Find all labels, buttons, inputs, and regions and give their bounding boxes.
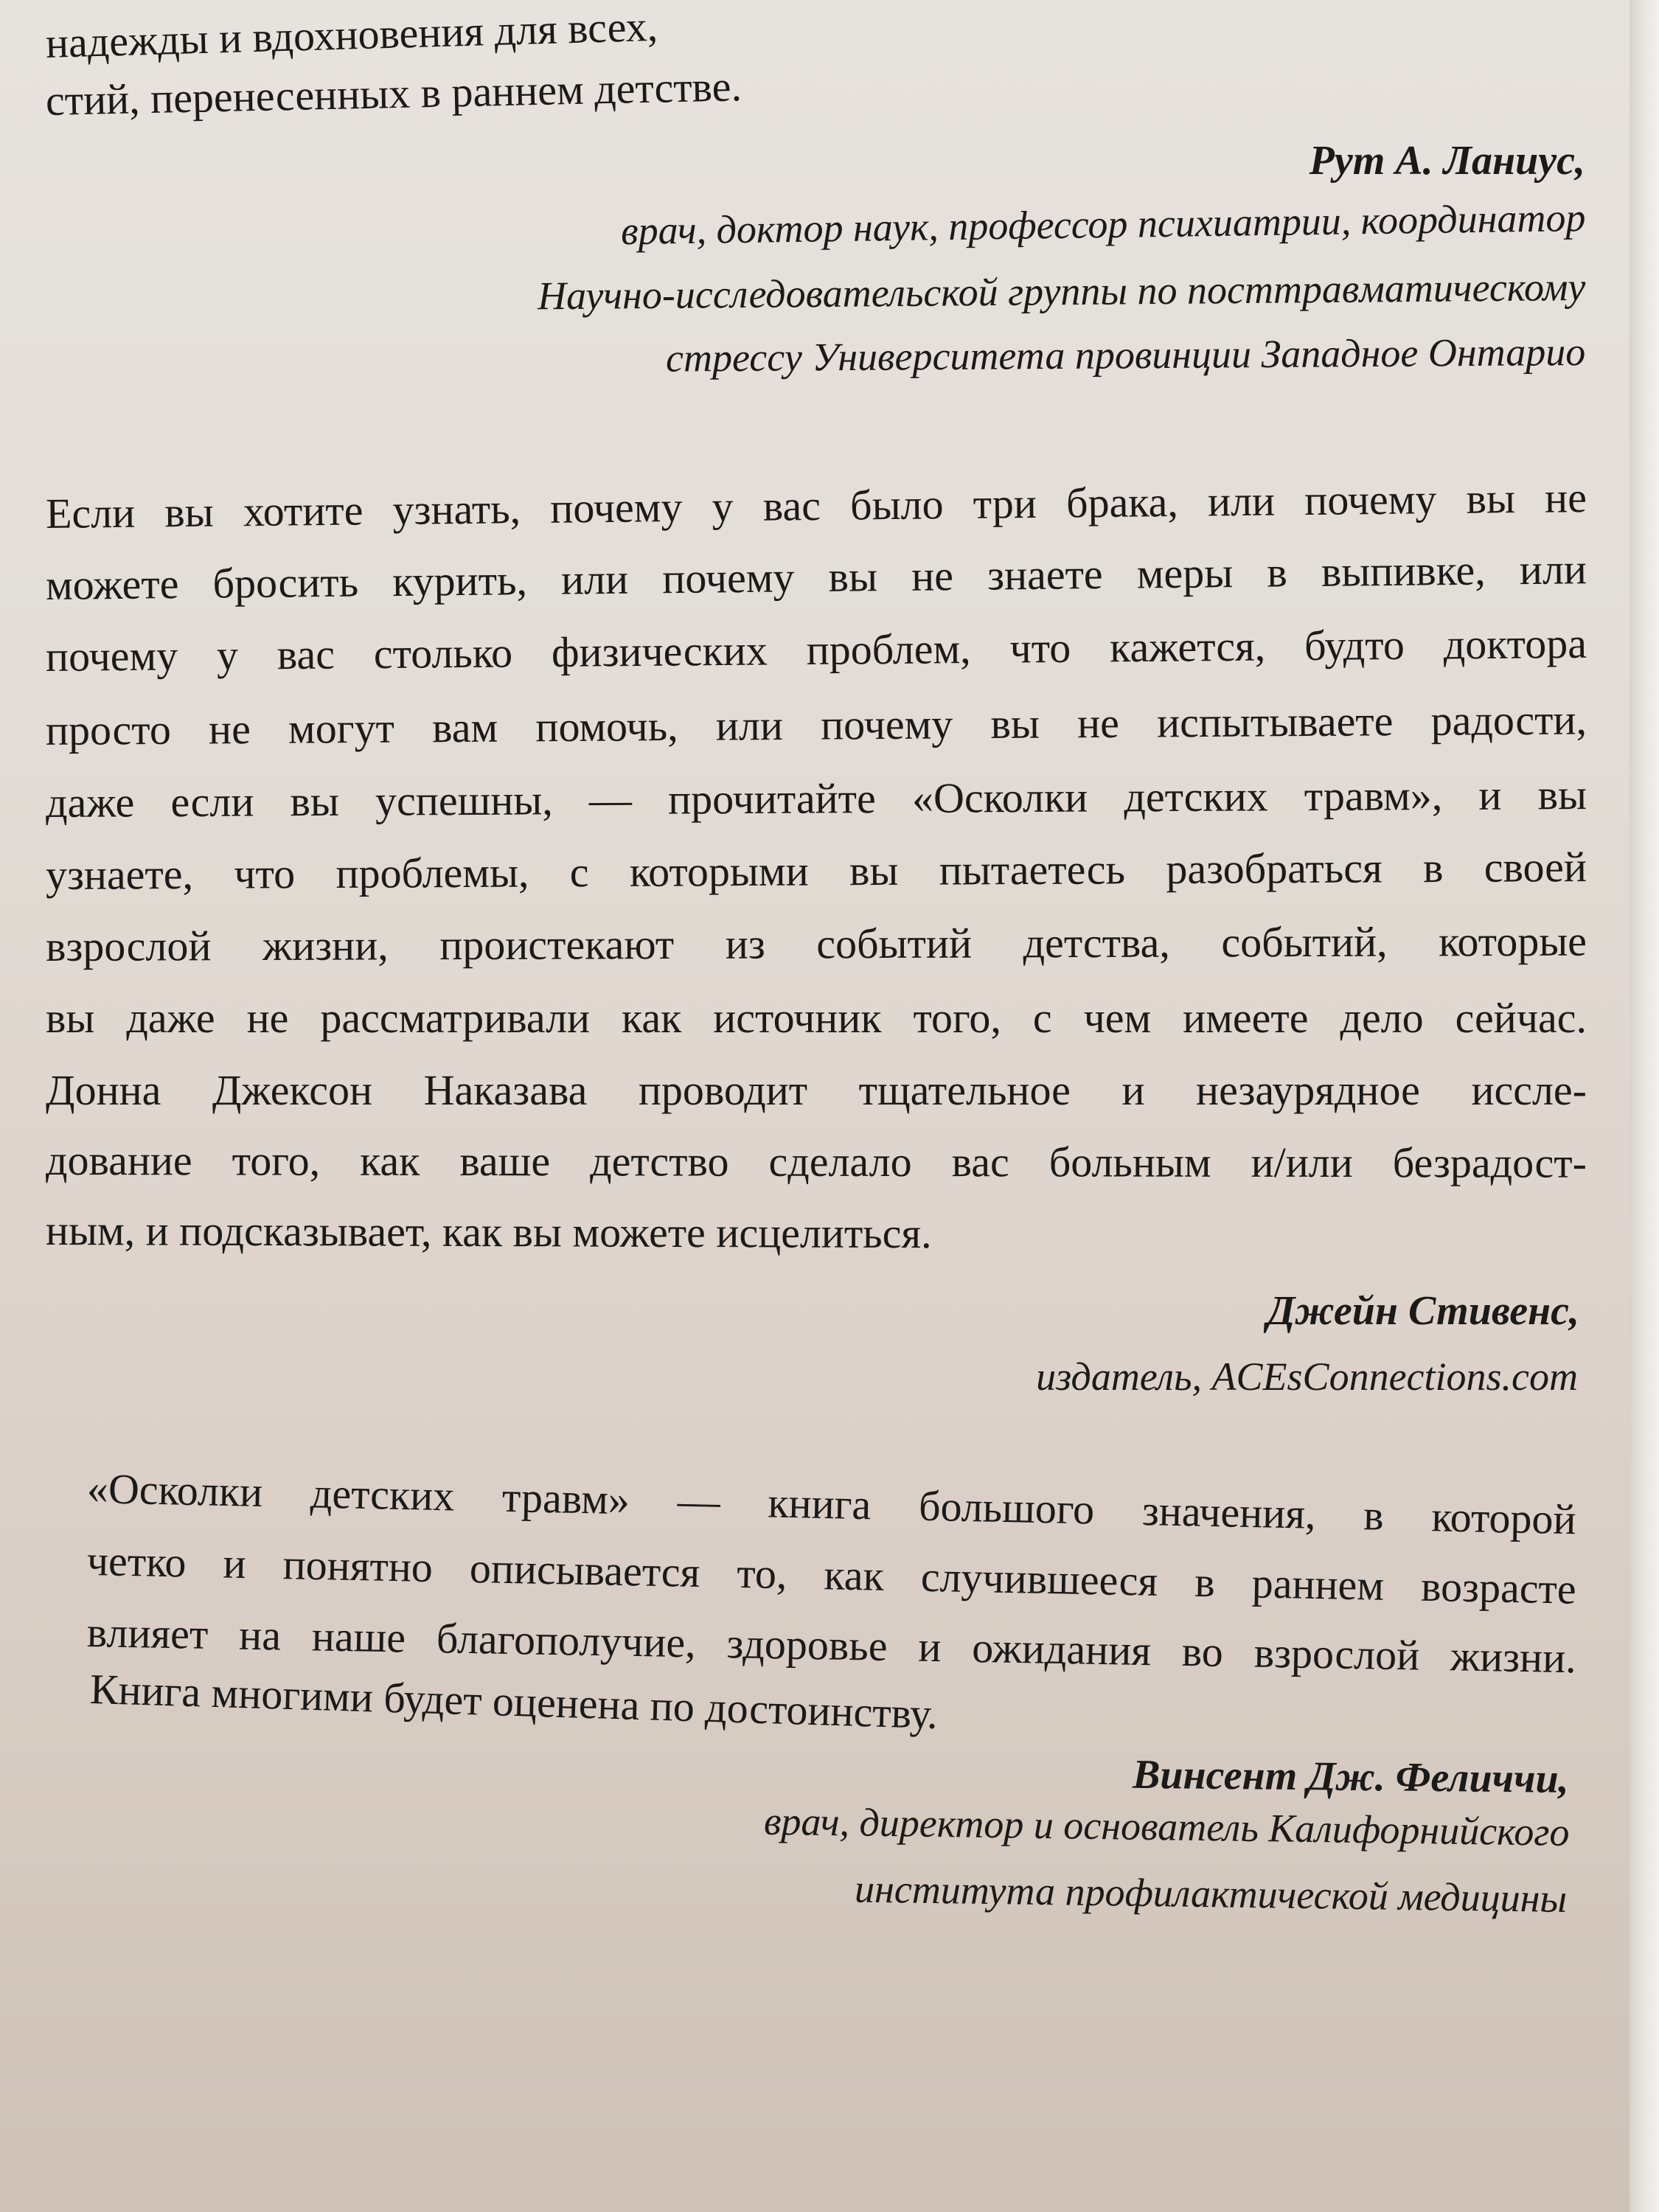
quote-author-role: врач, доктор наук, профессор психиатрии, координатор (620, 195, 1586, 254)
quote-text-line: узнаете, что проблемы, с которыми вы пытаетесь разобраться в своей (45, 843, 1587, 899)
quote-text-line: ным, и подсказывает, как вы можете исцелиться. (45, 1206, 932, 1258)
quote-author-role: Научно-исследовательской группы по посттравматическому (537, 265, 1586, 319)
quote-author-role: врач, директор и основатель Калифорнийского (763, 1798, 1570, 1854)
quote-author: Винсент Дж. Феличчи, (1133, 1751, 1570, 1802)
quote-text-line: дование того, как ваше детство сделало вас больным и/или безрадост- (45, 1136, 1587, 1187)
quote-text-line: четко и понятно описывается то, как случившееся в раннем возрасте (86, 1537, 1577, 1613)
fragment-line: стий, перенесенных в раннем детстве. (45, 62, 742, 125)
quote-author: Джейн Стивенс, (1267, 1288, 1579, 1334)
quote-text-line: почему у вас столько физических проблем, что кажется, будто доктора (45, 619, 1587, 681)
quote-text-line: Донна Джексон Наказава проводит тщательное и незаурядное иссле- (46, 1066, 1587, 1114)
quote-text-line: вы даже не рассматривали как источник того, с чем имеете дело сейчас. (46, 994, 1587, 1042)
quote-text-line: влияет на наше благополучие, здоровье и ожидания во взрослой жизни. (86, 1608, 1577, 1683)
quote-text-line: можете бросить курить, или почему вы не знаете меры в выпивке, или (45, 545, 1587, 609)
quote-author: Рут А. Ланиус, (1309, 138, 1585, 184)
quote-text-line: «Осколки детских травм» — книга большого значения, в которой (86, 1464, 1577, 1544)
quote-author-role: стрессу Университета провинции Западное Онтарио (665, 330, 1586, 380)
quote-text-line: взрослой жизни, проистекают из событий детства, событий, которые (45, 917, 1587, 970)
page-edge (1630, 0, 1659, 2212)
quote-author-role: издатель, ACEsConnections.com (1036, 1354, 1578, 1399)
quote-text-line: даже если вы успешны, — прочитайте «Осколки детских травм», и вы (45, 771, 1587, 827)
fragment-line: надежды и вдохновения для всех, (45, 1, 658, 67)
quote-text-line: Книга многими будет оценена по достоинству. (89, 1665, 939, 1739)
quote-author-role: института профилактической медицины (854, 1866, 1568, 1921)
quote-text-line: Если вы хотите узнать, почему у вас было три брака, или почему вы не (45, 473, 1587, 538)
quote-text-line: просто не могут вам помочь, или почему вы не испытываете радости, (45, 695, 1587, 754)
